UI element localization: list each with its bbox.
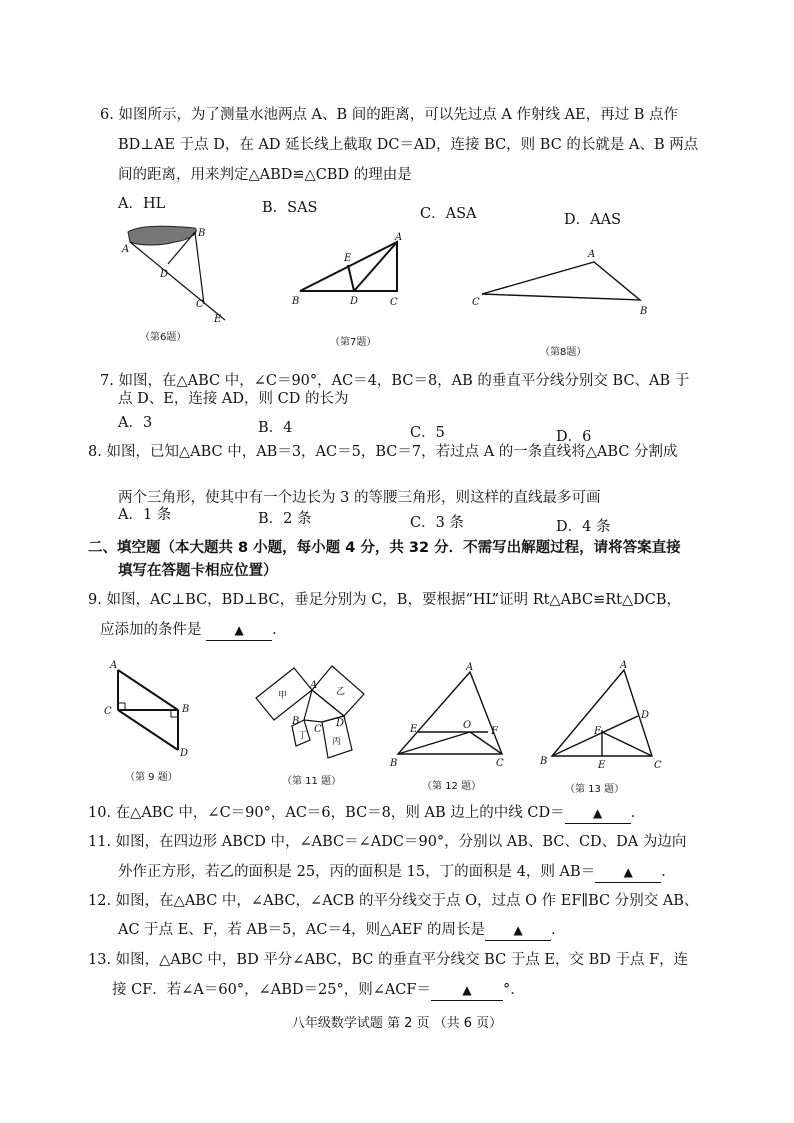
- q8-option-a: A．1 条: [118, 507, 172, 523]
- svg-text:A: A: [110, 660, 118, 671]
- q11-text: 外作正方形，若乙的面积是 25，丙的面积是 15，丁的面积是 4，则 AB＝: [118, 864, 596, 880]
- svg-text:C: C: [196, 299, 204, 310]
- svg-text:E: E: [344, 253, 352, 264]
- figure-12: [390, 662, 520, 770]
- page-footer: 八年级数学试题 第 2 页 （共 6 页）: [291, 1016, 503, 1031]
- q8-option-d: D．4 条: [556, 519, 611, 535]
- svg-text:D: D: [160, 269, 169, 280]
- q11-line2: [118, 862, 676, 883]
- caption-fig6: （第6题）: [140, 332, 187, 343]
- svg-text:C: C: [104, 706, 112, 717]
- q7-line1: 7. 如图，在△ABC 中，∠C＝90°，AC＝4，BC＝8，AB 的垂直平分线分别交 BC、AB 于: [100, 373, 690, 389]
- q12-line1: 12. 如图，在△ABC 中，∠ABC，∠ACB 的平分线交于点 O，过点 O 作 EF∥BC 分别交 AB、: [88, 893, 699, 909]
- q7-option-c: C．5: [410, 425, 445, 441]
- svg-text:C: C: [654, 760, 662, 771]
- square-label-yi: 乙: [336, 687, 346, 697]
- blank-mark: ▲: [234, 623, 244, 637]
- q10-line: [88, 803, 645, 824]
- q11-line1: 11. 如图，在四边形 ABCD 中，∠ABC＝∠ADC＝90°，分别以 AB、BC、CD、DA 为边向: [88, 834, 687, 850]
- svg-text:D: D: [350, 296, 359, 307]
- figure-9: [100, 660, 200, 760]
- q7-option-d: D．6: [556, 429, 592, 445]
- q13-line2: [112, 980, 525, 1001]
- svg-text:A: A: [395, 232, 403, 243]
- q12-line2: [118, 920, 566, 941]
- q9-answer-blank[interactable]: [206, 620, 272, 641]
- q6-option-d: D．AAS: [564, 212, 622, 228]
- q9-line2: [100, 620, 287, 641]
- q8-option-c: C．3 条: [410, 515, 464, 531]
- q7-line2: 点 D、E，连接 AD，则 CD 的长为: [118, 391, 349, 407]
- q6-line1: 6. 如图所示，为了测量水池两点 A、B 间的距离，可以先过点 A 作射线 AE，再过 B 点作: [100, 107, 679, 123]
- q6-line2: BD⊥AE 于点 D，在 AD 延长线上截取 DC＝AD，连接 BC，则 BC 的长就是 A、B 两点: [118, 137, 699, 153]
- q6-option-b: B．SAS: [262, 200, 318, 216]
- svg-text:O: O: [463, 720, 472, 731]
- svg-text:B: B: [182, 704, 190, 715]
- q13-answer-blank[interactable]: [431, 980, 503, 1001]
- q8-option-b: B．2 条: [258, 511, 312, 527]
- period: ．: [661, 864, 676, 880]
- q7-option-b: B．4: [258, 420, 293, 436]
- caption-fig9: （第 9 题）: [125, 772, 178, 783]
- svg-text:A: A: [588, 249, 596, 260]
- svg-text:A: A: [310, 680, 318, 691]
- q6-option-c: C．ASA: [420, 206, 477, 222]
- blank-mark: ▲: [462, 983, 472, 997]
- q11-answer-blank[interactable]: [595, 862, 661, 883]
- q9-text: 应添加的条件是: [100, 622, 202, 638]
- svg-text:B: B: [640, 306, 648, 317]
- caption-fig12: （第 12 题）: [422, 781, 482, 792]
- svg-text:B: B: [292, 716, 300, 727]
- blank-mark: ▲: [513, 923, 523, 937]
- svg-text:D: D: [180, 748, 189, 759]
- svg-text:C: C: [472, 297, 480, 308]
- svg-text:C: C: [314, 724, 322, 735]
- caption-fig11: （第 11 题）: [282, 776, 342, 787]
- blank-mark: ▲: [623, 865, 633, 879]
- section2-line2: 填写在答题卡相应位置）: [118, 563, 278, 579]
- period: ．: [272, 622, 287, 638]
- svg-text:F: F: [594, 726, 601, 737]
- square-label-jia: 甲: [278, 691, 288, 701]
- caption-fig13: （第 13 题）: [565, 784, 625, 795]
- svg-text:B: B: [540, 756, 548, 767]
- q13-text: 接 CF．若∠A＝60°，∠ABD＝25°，则∠ACF＝: [112, 982, 431, 998]
- figure-7: [292, 232, 412, 312]
- figure-13: [540, 660, 670, 771]
- q8-line1: 8. 如图，已知△ABC 中，AB＝3，AC＝5，BC＝7，若过点 A 的一条直线将△ABC 分割成: [88, 444, 678, 460]
- q13-suffix: °．: [502, 982, 525, 998]
- svg-text:E: E: [214, 314, 222, 325]
- q12-text: AC 于点 E、F，若 AB＝5，AC＝4，则△AEF 的周长是: [118, 922, 486, 938]
- svg-text:E: E: [598, 760, 606, 771]
- q12-answer-blank[interactable]: [485, 920, 551, 941]
- q6-option-a: A．HL: [118, 196, 166, 212]
- square-label-ding: 丁: [298, 731, 308, 741]
- q9-line1: 9. 如图，AC⊥BC，BD⊥BC，垂足分别为 C，B，要根据“HL”证明 Rt△ABC≌Rt△DCB，: [88, 592, 681, 608]
- svg-text:D: D: [336, 718, 345, 729]
- svg-text:C: C: [496, 758, 504, 769]
- svg-text:C: C: [390, 297, 398, 308]
- svg-text:B: B: [292, 296, 300, 307]
- caption-fig8: （第8题）: [540, 347, 587, 358]
- svg-text:B: B: [198, 228, 206, 239]
- svg-text:A: A: [466, 662, 474, 673]
- svg-text:F: F: [491, 726, 498, 737]
- svg-text:E: E: [410, 724, 418, 735]
- q13-line1: 13. 如图，△ABC 中，BD 平分∠ABC，BC 的垂直平分线交 BC 于点 E，交 BD 于点 F，连: [88, 952, 689, 968]
- period: ．: [630, 805, 646, 821]
- blank-mark: ▲: [592, 806, 603, 820]
- svg-text:A: A: [122, 244, 130, 255]
- figure-6: [120, 222, 230, 332]
- svg-text:B: B: [390, 758, 398, 769]
- q7-option-a: A．3: [118, 415, 153, 431]
- period: ．: [551, 922, 566, 938]
- q6-line3: 间的距离，用来判定△ABD≌△CBD 的理由是: [118, 167, 412, 183]
- svg-text:D: D: [641, 710, 650, 721]
- square-label-bing: 丙: [332, 737, 342, 747]
- q8-line2: 两个三角形，使其中有一个边长为 3 的等腰三角形，则这样的直线最多可画: [118, 490, 601, 506]
- figure-11: [252, 660, 372, 768]
- q10-answer-blank[interactable]: [565, 803, 631, 824]
- caption-fig7: （第7题）: [330, 337, 377, 348]
- q10-text: 10. 在△ABC 中，∠C＝90°，AC＝6，BC＝8，则 AB 边上的中线 CD＝: [88, 805, 565, 821]
- section2-line1: 二、填空题（本大题共 8 小题，每小题 4 分，共 32 分．不需写出解题过程，请将答案直接: [88, 540, 681, 556]
- figure-8: [470, 242, 660, 317]
- svg-text:A: A: [620, 660, 628, 671]
